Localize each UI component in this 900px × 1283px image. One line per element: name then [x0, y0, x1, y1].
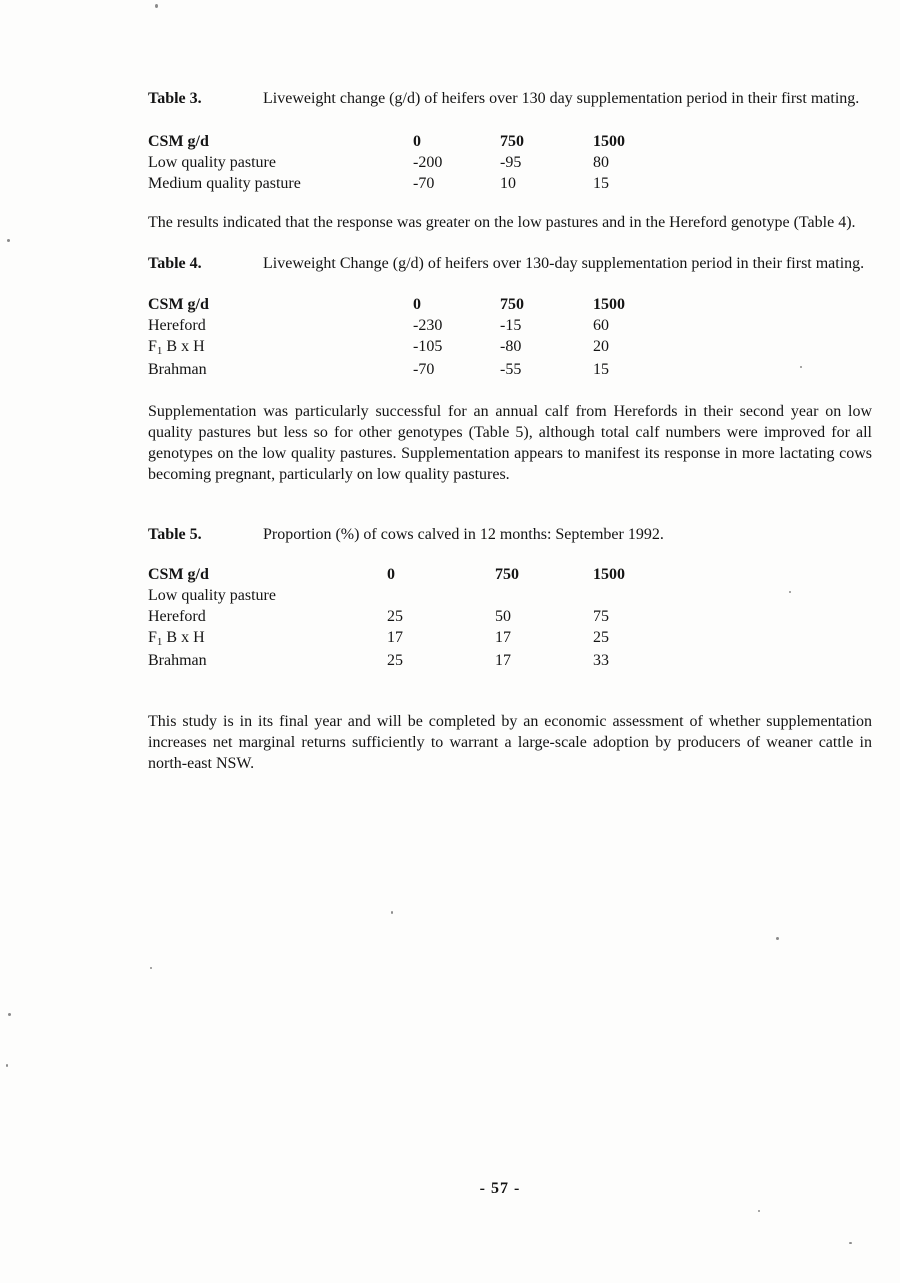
cell-value: 60 — [593, 317, 609, 334]
scan-speck — [155, 4, 158, 8]
table3-caption-text: Liveweight change (g/d) of heifers over 130 day supplementation period in their first mating. — [263, 90, 860, 107]
cell-value: 25 — [593, 629, 609, 646]
table-row — [148, 359, 872, 380]
row-label: Brahman — [148, 361, 207, 378]
cell-value: 75 — [593, 608, 609, 625]
cell-value: 17 — [495, 629, 511, 646]
scan-speck — [800, 366, 802, 368]
cell-value: 17 — [495, 652, 511, 669]
cell-value: 15 — [593, 175, 609, 192]
row-label: Low quality pasture — [148, 154, 276, 171]
f1-suffix: B x H — [162, 629, 205, 646]
cell-value: 10 — [500, 175, 516, 192]
row-label-f1bxh — [148, 336, 413, 359]
table5-label: Table 5. — [148, 526, 202, 543]
scan-speck — [391, 911, 393, 914]
paragraph-supplementation: Supplementation was particularly successful for an annual calf from Herefords in their second year on low quality pastures but less so for other genotypes (Table 5), although total calf numbers were improved for all genotypes on the low quality pastures. Supplementation appears to manifest its response in more lactating cows becoming pregnant, particularly on low quality pastures. — [148, 403, 872, 483]
paragraph-results: The results indicated that the response was greater on the low pastures and in the Hereford genotype (Table 4). — [148, 214, 856, 231]
table5-header-row — [148, 564, 872, 585]
subheader-label: Low quality pasture — [148, 587, 276, 604]
cell-value: -70 — [413, 361, 435, 378]
scan-speck — [6, 1064, 8, 1067]
cell-value: -55 — [500, 361, 522, 378]
table3-caption — [148, 88, 872, 109]
table-row — [148, 650, 872, 671]
table3-header-col1: 750 — [500, 133, 524, 150]
cell-value: -200 — [413, 154, 443, 171]
table-row — [148, 152, 872, 173]
table5-header-col1: 750 — [495, 566, 519, 583]
cell-value: -105 — [413, 338, 443, 355]
table5-header-label: CSM g/d — [148, 566, 209, 583]
table4-header-col2: 1500 — [593, 296, 625, 313]
table3-header-row — [148, 131, 872, 152]
f1-suffix: B x H — [162, 338, 205, 355]
scan-speck — [150, 967, 152, 969]
cell-value: 80 — [593, 154, 609, 171]
table4-caption — [148, 253, 872, 274]
table4-header-col1: 750 — [500, 296, 524, 313]
cell-value: -95 — [500, 154, 522, 171]
cell-value: -80 — [500, 338, 522, 355]
table5-header-col2: 1500 — [593, 566, 625, 583]
cell-value: -15 — [500, 317, 522, 334]
cell-value: 33 — [593, 652, 609, 669]
scan-speck — [849, 1242, 852, 1244]
cell-value: -70 — [413, 175, 435, 192]
row-label: Medium quality pasture — [148, 175, 301, 192]
row-label: Hereford — [148, 317, 206, 334]
f1-prefix: F — [148, 338, 157, 355]
table-row — [148, 173, 872, 194]
scan-speck — [776, 937, 779, 940]
cell-value: 17 — [387, 629, 403, 646]
scan-speck — [7, 239, 10, 242]
table-row — [148, 315, 872, 336]
table4-caption-text: Liveweight Change (g/d) of heifers over 130-day supplementation period in their first mating. — [263, 255, 865, 272]
table5-header-col0: 0 — [387, 566, 395, 583]
table3-label: Table 3. — [148, 90, 202, 107]
cell-value: 25 — [387, 608, 403, 625]
row-label-f1bxh — [148, 627, 387, 650]
cell-value: 15 — [593, 361, 609, 378]
f1-prefix: F — [148, 629, 157, 646]
table3-header-col2: 1500 — [593, 133, 625, 150]
cell-value: 25 — [387, 652, 403, 669]
f1-subscript: 1 — [156, 636, 163, 648]
table-row — [148, 606, 872, 627]
page-number: - 57 - — [479, 1180, 521, 1197]
row-label: Hereford — [148, 608, 206, 625]
cell-value: 20 — [593, 338, 609, 355]
table3 — [148, 131, 872, 194]
cell-value: -230 — [413, 317, 443, 334]
scan-speck — [758, 1210, 760, 1212]
table4-header-row — [148, 294, 872, 315]
f1-subscript: 1 — [156, 345, 163, 357]
table4-label: Table 4. — [148, 255, 202, 272]
table-row — [148, 336, 872, 359]
table5-subheader-row — [148, 585, 872, 606]
table4-header-label: CSM g/d — [148, 296, 209, 313]
table4-header-col0: 0 — [413, 296, 421, 313]
table5-caption-text: Proportion (%) of cows calved in 12 months: September 1992. — [263, 526, 664, 543]
table5-caption — [148, 524, 872, 545]
row-label: Brahman — [148, 652, 207, 669]
table4 — [148, 294, 872, 380]
cell-value: 50 — [495, 608, 511, 625]
scan-speck — [8, 1013, 11, 1016]
table3-header-label: CSM g/d — [148, 133, 209, 150]
table5 — [148, 564, 872, 671]
table-row — [148, 627, 872, 650]
scan-speck — [789, 591, 791, 593]
paragraph-conclusion: This study is in its final year and will be completed by an economic assessment of whether supplementation increases net marginal returns sufficiently to warrant a large-scale adoption by producers of weaner cattle in north-east NSW. — [148, 713, 872, 772]
table3-header-col0: 0 — [413, 133, 421, 150]
